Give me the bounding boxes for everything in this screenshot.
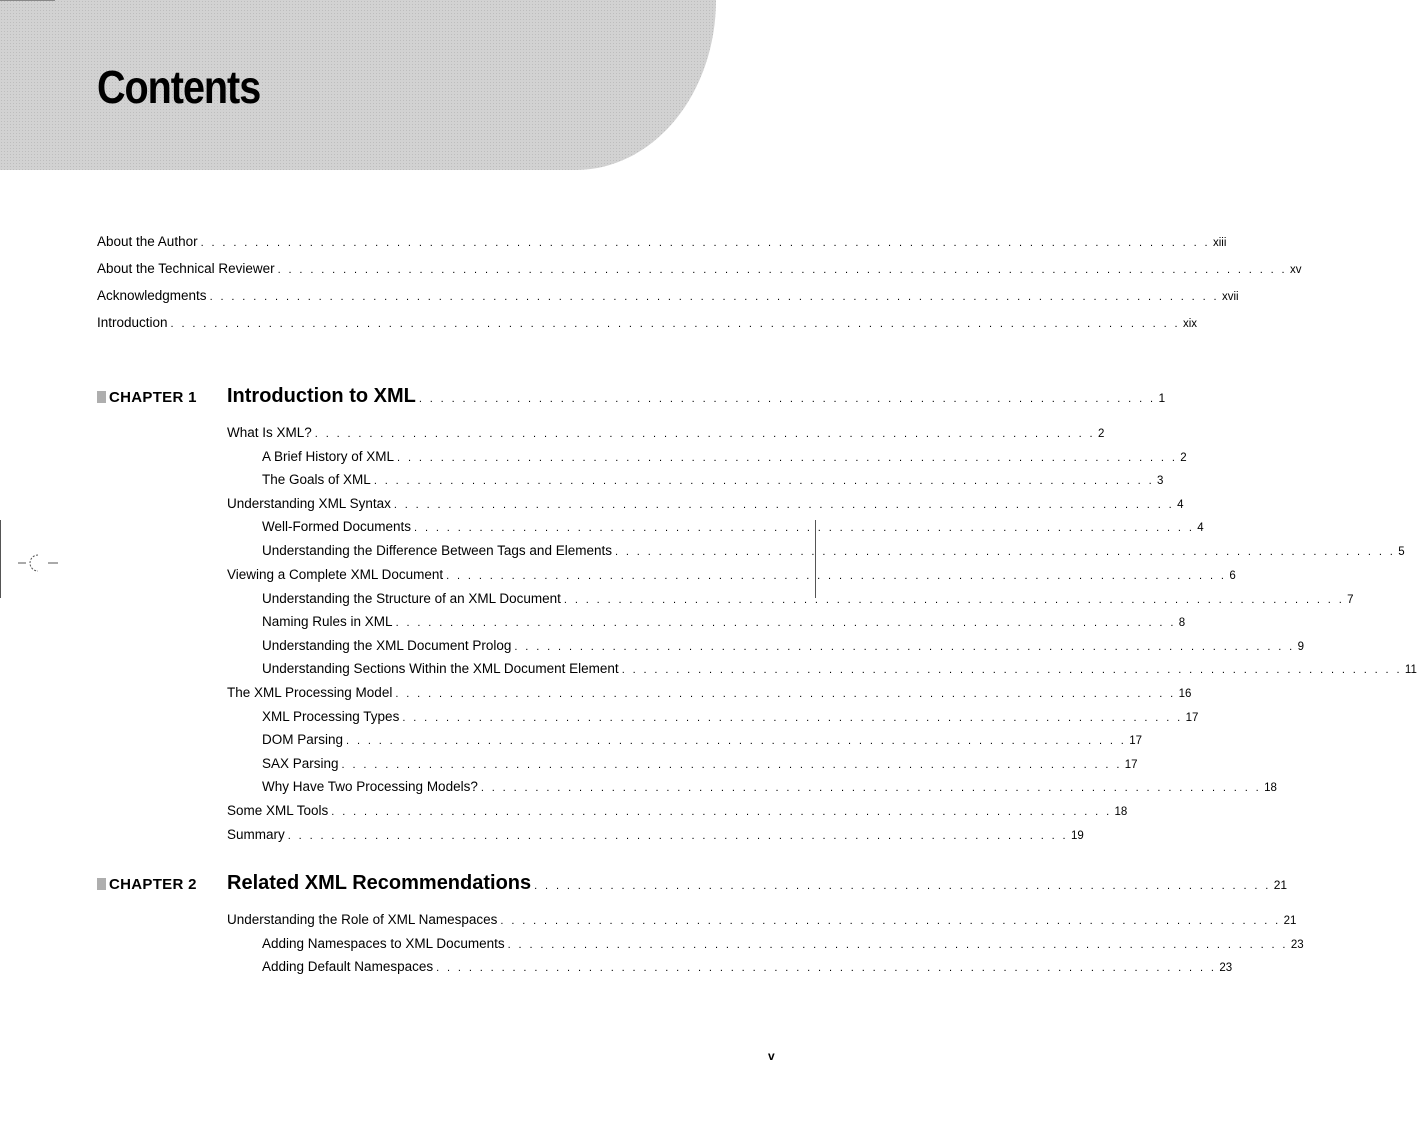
toc-entry-title: About the Technical Reviewer bbox=[97, 261, 275, 276]
toc-section[interactable] bbox=[227, 424, 1105, 442]
toc-subsection[interactable] bbox=[262, 660, 1417, 678]
toc-entry[interactable] bbox=[97, 260, 1302, 278]
toc-entry-page: xiii bbox=[1212, 237, 1227, 249]
dot-leader: . . . . . . . . . . . . . . . . . . . . . . . . . . . . . . . . . . . . . . . . . . . . . . . . . . . . . . . . . . . . . . . . . . . . . . . . bbox=[414, 522, 1195, 534]
toc-subsection[interactable] bbox=[262, 448, 1187, 466]
dot-leader: . . . . . . . . . . . . . . . . . . . . . . . . . . . . . . . . . . . . . . . . . . . . . . . . . . . . . . . . . . . . . . . . . . . . . . . . bbox=[446, 570, 1227, 582]
toc-entry-page: xvii bbox=[1221, 291, 1239, 303]
section-title: Naming Rules in XML bbox=[262, 614, 393, 629]
chapter-page: 1 bbox=[1158, 391, 1166, 405]
dot-leader: . . . . . . . . . . . . . . . . . . . . . . . . . . . . . . . . . . . . . . . . . . . . . . . . . . . . . . . . . . . . . . . . . . . . . . . . bbox=[563, 594, 1345, 606]
toc-entry-page: xix bbox=[1182, 318, 1197, 330]
section-page: 2 bbox=[1098, 428, 1105, 440]
section-title: Some XML Tools bbox=[227, 803, 329, 818]
toc-subsection[interactable] bbox=[262, 731, 1143, 749]
chapter-1-entry[interactable] bbox=[227, 384, 1166, 408]
toc-section[interactable] bbox=[227, 495, 1184, 513]
toc-subsection[interactable] bbox=[262, 935, 1304, 953]
section-page: 17 bbox=[1124, 759, 1138, 771]
section-title: Summary bbox=[227, 827, 285, 842]
dot-leader: . . . . . . . . . . . . . . . . . . . . . . . . . . . . . . . . . . . . . . . . . . . . . . . . . . . . . . . . . . . . . . . . . . . . . . . . bbox=[395, 688, 1176, 700]
dot-leader: . . . . . . . . . . . . . . . . . . . . . . . . . . . . . . . . . . . . . . . . . . . . . . . . . . . . . . . . . . . . . . . . . . . . . . . . bbox=[393, 499, 1175, 511]
section-page: 16 bbox=[1178, 688, 1192, 700]
section-page: 4 bbox=[1197, 522, 1204, 534]
toc-section[interactable] bbox=[227, 684, 1192, 702]
section-title: A Brief History of XML bbox=[262, 449, 395, 464]
toc-entry-title: Acknowledgments bbox=[97, 288, 207, 303]
section-title: Why Have Two Processing Models? bbox=[262, 779, 478, 794]
section-page: 11 bbox=[1404, 664, 1417, 676]
toc-subsection[interactable] bbox=[262, 542, 1405, 560]
dot-leader: . . . . . . . . . . . . . . . . . . . . . . . . . . . . . . . . . . . . . . . . . . . . . . . . . . . . . . . . . . . . . . . . . . . . . . . . . . . . . . . . . . . . . . . . . . . . . bbox=[277, 264, 1287, 276]
toc-subsection[interactable] bbox=[262, 708, 1199, 726]
toc-subsection[interactable] bbox=[262, 590, 1354, 608]
dot-leader: . . . . . . . . . . . . . . . . . . . . . . . . . . . . . . . . . . . . . . . . . . . . . . . . . . . . . . . . . . . . . . . . . . . . . . . . bbox=[514, 641, 1295, 653]
toc-subsection[interactable] bbox=[262, 778, 1277, 796]
section-title: DOM Parsing bbox=[262, 732, 344, 747]
toc-section[interactable] bbox=[227, 566, 1236, 584]
dot-leader: . . . . . . . . . . . . . . . . . . . . . . . . . . . . . . . . . . . . . . . . . . . . . . . . . . . . . . . . . . . . . . . . . . . . . . . . bbox=[507, 939, 1288, 951]
section-title: Well-Formed Documents bbox=[262, 519, 412, 534]
dot-leader: . . . . . . . . . . . . . . . . . . . . . . . . . . . . . . . . . . . . . . . . . . . . . . . . . . . . . . . . . . . . . . . . . . . . . . . . bbox=[402, 712, 1183, 724]
section-title: The XML Processing Model bbox=[227, 685, 393, 700]
section-page: 18 bbox=[1114, 806, 1128, 818]
toc-entry[interactable] bbox=[97, 233, 1227, 251]
chapter-marker-icon bbox=[97, 878, 106, 890]
dot-leader: . . . . . . . . . . . . . . . . . . . . . . . . . . . . . . . . . . . . . . . . . . . . . . . . . . . . . . . . . . . . . . . . . . . . . . . . bbox=[500, 915, 1281, 927]
dot-leader: . . . . . . . . . . . . . . . . . . . . . . . . . . . . . . . . . . . . . . . . . . . . . . . . . . . . . . . . . . . . . . . . . . . . . . . . bbox=[314, 428, 1096, 440]
toc-subsection[interactable] bbox=[262, 613, 1186, 631]
chapter-2-label: CHAPTER 2 bbox=[97, 876, 197, 894]
dot-leader: . . . . . . . . . . . . . . . . . . . . . . . . . . . . . . . . . . . . . . . . . . . . . . . . . . . . . . . . . . . . . . . . . . . . . . . . bbox=[395, 617, 1176, 629]
dot-leader: . . . . . . . . . . . . . . . . . . . . . . . . . . . . . . . . . . . . . . . . . . . . . . . . . . . . . . . . . . . . . . . . . . . . bbox=[418, 393, 1156, 405]
toc-section[interactable] bbox=[227, 802, 1128, 820]
toc-entry-title: Introduction bbox=[97, 315, 168, 330]
dot-leader: . . . . . . . . . . . . . . . . . . . . . . . . . . . . . . . . . . . . . . . . . . . . . . . . . . . . . . . . . . . . . . . . . . . . . . . . bbox=[341, 759, 1122, 771]
toc-entry-title: About the Author bbox=[97, 234, 198, 249]
chapter-2-entry[interactable] bbox=[227, 871, 1288, 895]
dot-leader: . . . . . . . . . . . . . . . . . . . . . . . . . . . . . . . . . . . . . . . . . . . . . . . . . . . . . . . . . . . . . . . . . . . . . . . . bbox=[614, 546, 1396, 558]
dot-leader: . . . . . . . . . . . . . . . . . . . . . . . . . . . . . . . . . . . . . . . . . . . . . . . . . . . . . . . . . . . . . . . . . . . . . . . . . . . . . . . . . . . . . . . . . . . . . bbox=[209, 291, 1219, 303]
toc-subsection[interactable] bbox=[262, 958, 1233, 976]
section-title: Understanding the Structure of an XML Document bbox=[262, 591, 561, 606]
section-page: 3 bbox=[1157, 475, 1164, 487]
toc-subsection[interactable] bbox=[262, 755, 1138, 773]
dot-leader: . . . . . . . . . . . . . . . . . . . . . . . . . . . . . . . . . . . . . . . . . . . . . . . . . . . . . . . . . . . . . . . . . . . . . . . . . . . . . . . . . . . . . . . . . . . . . bbox=[170, 318, 1180, 330]
section-page: 17 bbox=[1129, 735, 1143, 747]
dot-leader: . . . . . . . . . . . . . . . . . . . . . . . . . . . . . . . . . . . . . . . . . . . . . . . . . . . . . . . . . . . . . . . . . . . . . . . . bbox=[436, 962, 1217, 974]
section-page: 5 bbox=[1398, 546, 1405, 558]
chapter-title: Related XML Recommendations bbox=[227, 872, 532, 894]
section-page: 19 bbox=[1071, 830, 1084, 842]
toc-entry-page: xv bbox=[1290, 264, 1302, 276]
section-page: 8 bbox=[1178, 617, 1186, 629]
toc-subsection[interactable] bbox=[262, 471, 1164, 489]
section-page: 23 bbox=[1219, 962, 1233, 974]
section-page: 18 bbox=[1264, 782, 1277, 794]
section-title: What Is XML? bbox=[227, 425, 312, 440]
section-page: 21 bbox=[1283, 915, 1297, 927]
toc-entry[interactable] bbox=[97, 314, 1197, 332]
section-page: 6 bbox=[1229, 570, 1236, 582]
section-title: SAX Parsing bbox=[262, 756, 339, 771]
dot-leader: . . . . . . . . . . . . . . . . . . . . . . . . . . . . . . . . . . . . . . . . . . . . . . . . . . . . . . . . . . . . . . . . . . . . . . . . . . . . . . . . . . . . . . . . . . . . . bbox=[200, 237, 1210, 249]
section-page: 2 bbox=[1180, 452, 1187, 464]
chapter-marker-icon bbox=[97, 391, 106, 403]
dot-leader: . . . . . . . . . . . . . . . . . . . . . . . . . . . . . . . . . . . . . . . . . . . . . . . . . . . . . . . . . . . . . . . . . . . . . . . . bbox=[480, 782, 1262, 794]
section-title: The Goals of XML bbox=[262, 472, 371, 487]
section-page: 7 bbox=[1347, 594, 1354, 606]
registration-mark-icon bbox=[16, 552, 60, 574]
toc-section[interactable] bbox=[227, 911, 1297, 929]
dot-leader: . . . . . . . . . . . . . . . . . . . . . . . . . . . . . . . . . . . . . . . . . . . . . . . . . . . . . . . . . . . . . . . . . . . . . . . . bbox=[346, 735, 1127, 747]
dot-leader: . . . . . . . . . . . . . . . . . . . . . . . . . . . . . . . . . . . . . . . . . . . . . . . . . . . . . . . . . . . . . . . . . . . . . . . . bbox=[621, 664, 1402, 676]
section-title: Adding Namespaces to XML Documents bbox=[262, 936, 505, 951]
page-title: Contents bbox=[97, 61, 261, 113]
section-page: 9 bbox=[1297, 641, 1305, 653]
section-title: Viewing a Complete XML Document bbox=[227, 567, 444, 582]
dot-leader: . . . . . . . . . . . . . . . . . . . . . . . . . . . . . . . . . . . . . . . . . . . . . . . . . . . . . . . . . . . . . . . . . . . . . . . . bbox=[397, 452, 1178, 464]
left-margin-line bbox=[0, 520, 1, 598]
dot-leader: . . . . . . . . . . . . . . . . . . . . . . . . . . . . . . . . . . . . . . . . . . . . . . . . . . . . . . . . . . . . . . . . . . . . . . . . bbox=[373, 475, 1155, 487]
chapter-page: 21 bbox=[1273, 878, 1288, 892]
section-page: 23 bbox=[1290, 939, 1304, 951]
dot-leader: . . . . . . . . . . . . . . . . . . . . . . . . . . . . . . . . . . . . . . . . . . . . . . . . . . . . . . . . . . . . . . . . . . . . . . . . bbox=[287, 830, 1068, 842]
section-title: Adding Default Namespaces bbox=[262, 959, 434, 974]
toc-entry[interactable] bbox=[97, 287, 1239, 305]
toc-subsection[interactable] bbox=[262, 637, 1305, 655]
section-title: XML Processing Types bbox=[262, 709, 400, 724]
chapter-1-label: CHAPTER 1 bbox=[97, 389, 197, 407]
chapter-title: Introduction to XML bbox=[227, 385, 416, 407]
dot-leader: . . . . . . . . . . . . . . . . . . . . . . . . . . . . . . . . . . . . . . . . . . . . . . . . . . . . . . . . . . . . . . . . . . . . . . . . bbox=[331, 806, 1112, 818]
section-title: Understanding the Difference Between Tags and Elements bbox=[262, 543, 612, 558]
toc-subsection[interactable] bbox=[262, 518, 1204, 536]
dot-leader: . . . . . . . . . . . . . . . . . . . . . . . . . . . . . . . . . . . . . . . . . . . . . . . . . . . . . . . . . . . . . . . . . . . . bbox=[534, 880, 1271, 892]
page-number: v bbox=[768, 1049, 775, 1063]
section-page: 4 bbox=[1177, 499, 1184, 511]
section-title: Understanding the XML Document Prolog bbox=[262, 638, 512, 653]
crop-mark bbox=[0, 0, 55, 1]
toc-section[interactable] bbox=[227, 826, 1084, 844]
section-title: Understanding the Role of XML Namespaces bbox=[227, 912, 498, 927]
section-title: Understanding XML Syntax bbox=[227, 496, 391, 511]
section-title: Understanding Sections Within the XML Document Element bbox=[262, 661, 619, 676]
section-page: 17 bbox=[1185, 712, 1199, 724]
